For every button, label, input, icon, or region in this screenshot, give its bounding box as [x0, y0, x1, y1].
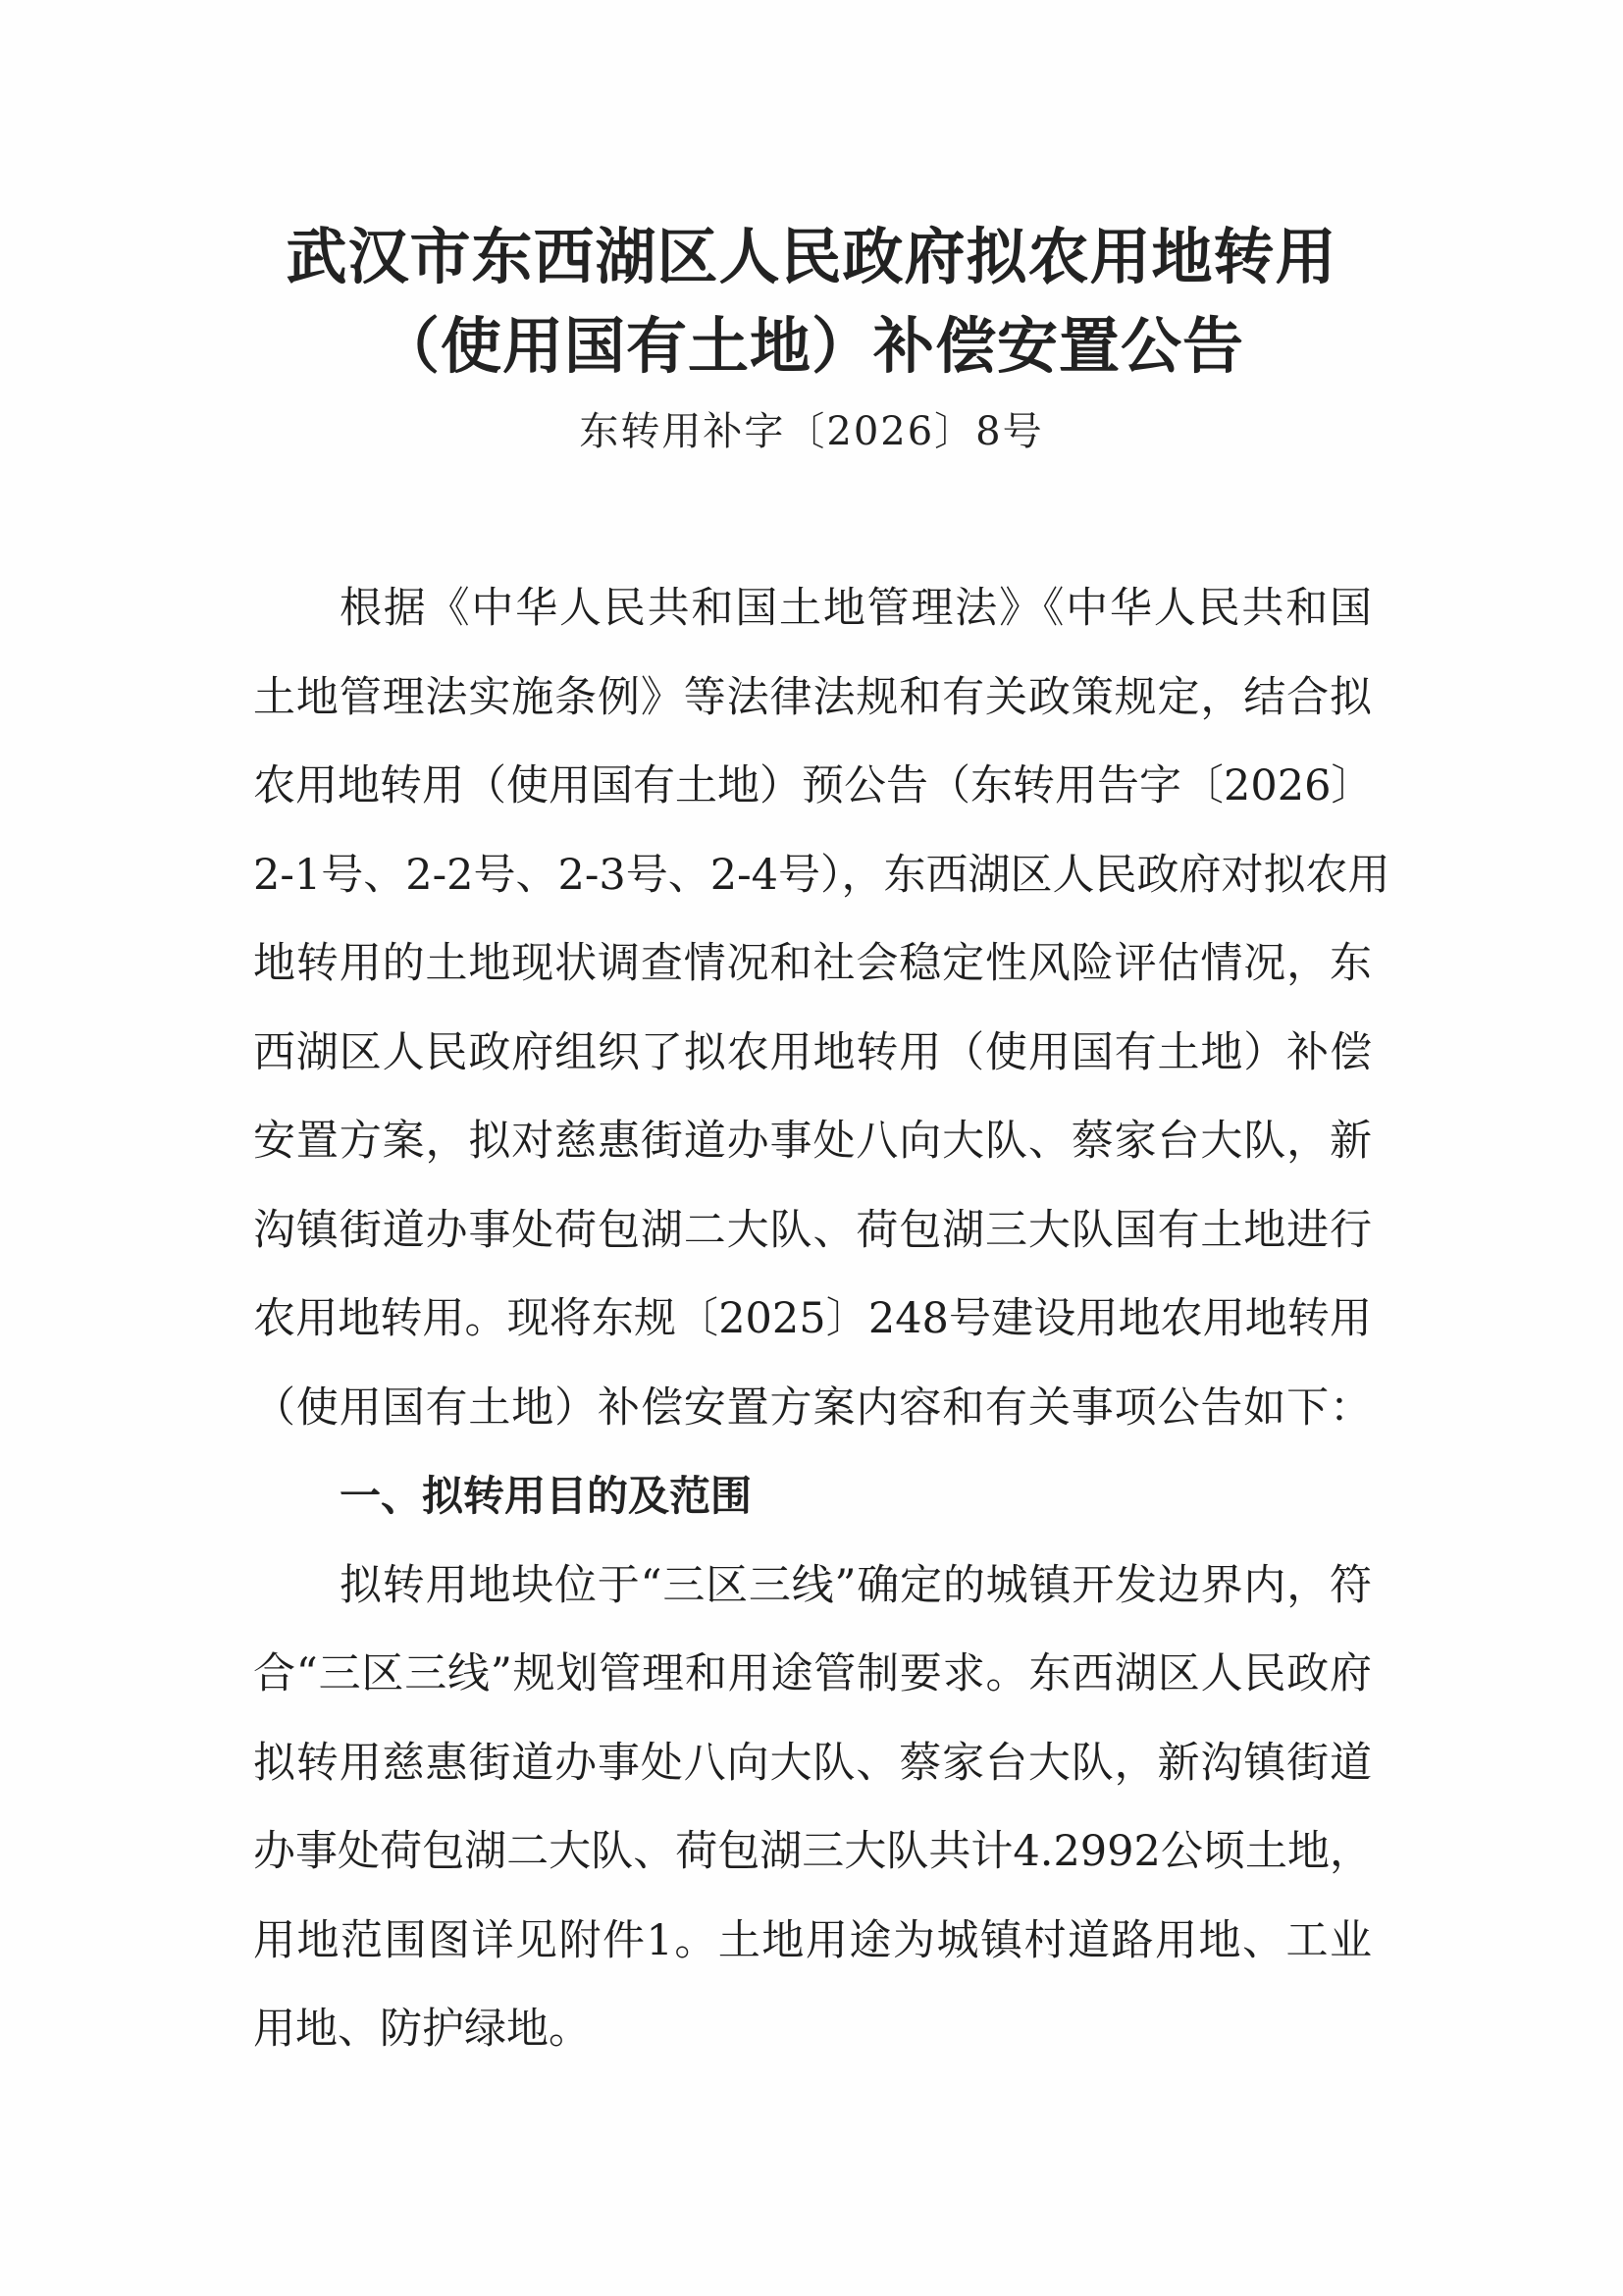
paragraph-line: 拟转用慈惠街道办事处八向大队、蔡家台大队，新沟镇街道: [253, 1739, 1372, 1788]
paragraph-line: 合“三区三线”规划管理和用途管制要求。东西湖区人民政府: [253, 1649, 1372, 1698]
paragraph-line: 安置方案，拟对慈惠街道办事处八向大队、蔡家台大队，新: [253, 1117, 1372, 1166]
paragraph-line: 办事处荷包湖二大队、荷包湖三大队共计4.2992公顷土地，: [253, 1827, 1372, 1876]
document-title-line1: 武汉市东西湖区人民政府拟农用地转用: [286, 221, 1337, 292]
document-title-line2: （使用国有土地）补偿安置公告: [378, 310, 1244, 382]
paragraph-line: 根据《中华人民共和国土地管理法》《中华人民共和国: [340, 584, 1372, 633]
paragraph-line: 沟镇街道办事处荷包湖二大队、荷包湖三大队国有土地进行: [253, 1206, 1372, 1255]
paragraph-line: 拟转用地块位于“三区三线”确定的城镇开发边界内，符: [340, 1561, 1372, 1610]
paragraph-line: 土地管理法实施条例》等法律法规和有关政策规定，结合拟: [253, 673, 1372, 722]
paragraph-line: 西湖区人民政府组织了拟农用地转用（使用国有土地）补偿: [253, 1028, 1372, 1077]
paragraph-line: 2-1号、2-2号、2-3号、2-4号），东西湖区人民政府对拟农用: [253, 851, 1390, 900]
paragraph-line: 农用地转用。现将东规〔2025〕248号建设用地农用地转用: [253, 1294, 1372, 1343]
section-heading: 一、拟转用目的及范围: [340, 1472, 753, 1520]
paragraph-line: （使用国有土地）补偿安置方案内容和有关事项公告如下：: [253, 1383, 1372, 1433]
paragraph-line: 用地、防护绿地。: [253, 2005, 591, 2054]
paragraph-line: 地转用的土地现状调查情况和社会稳定性风险评估情况，东: [253, 939, 1372, 988]
paragraph-line: 农用地转用（使用国有土地）预公告（东转用告字〔2026〕: [253, 761, 1374, 810]
paragraph-line: 用地范围图详见附件1。土地用途为城镇村道路用地、工业: [253, 1916, 1372, 1965]
document-number: 东转用补字〔2026〕8号: [579, 409, 1044, 454]
